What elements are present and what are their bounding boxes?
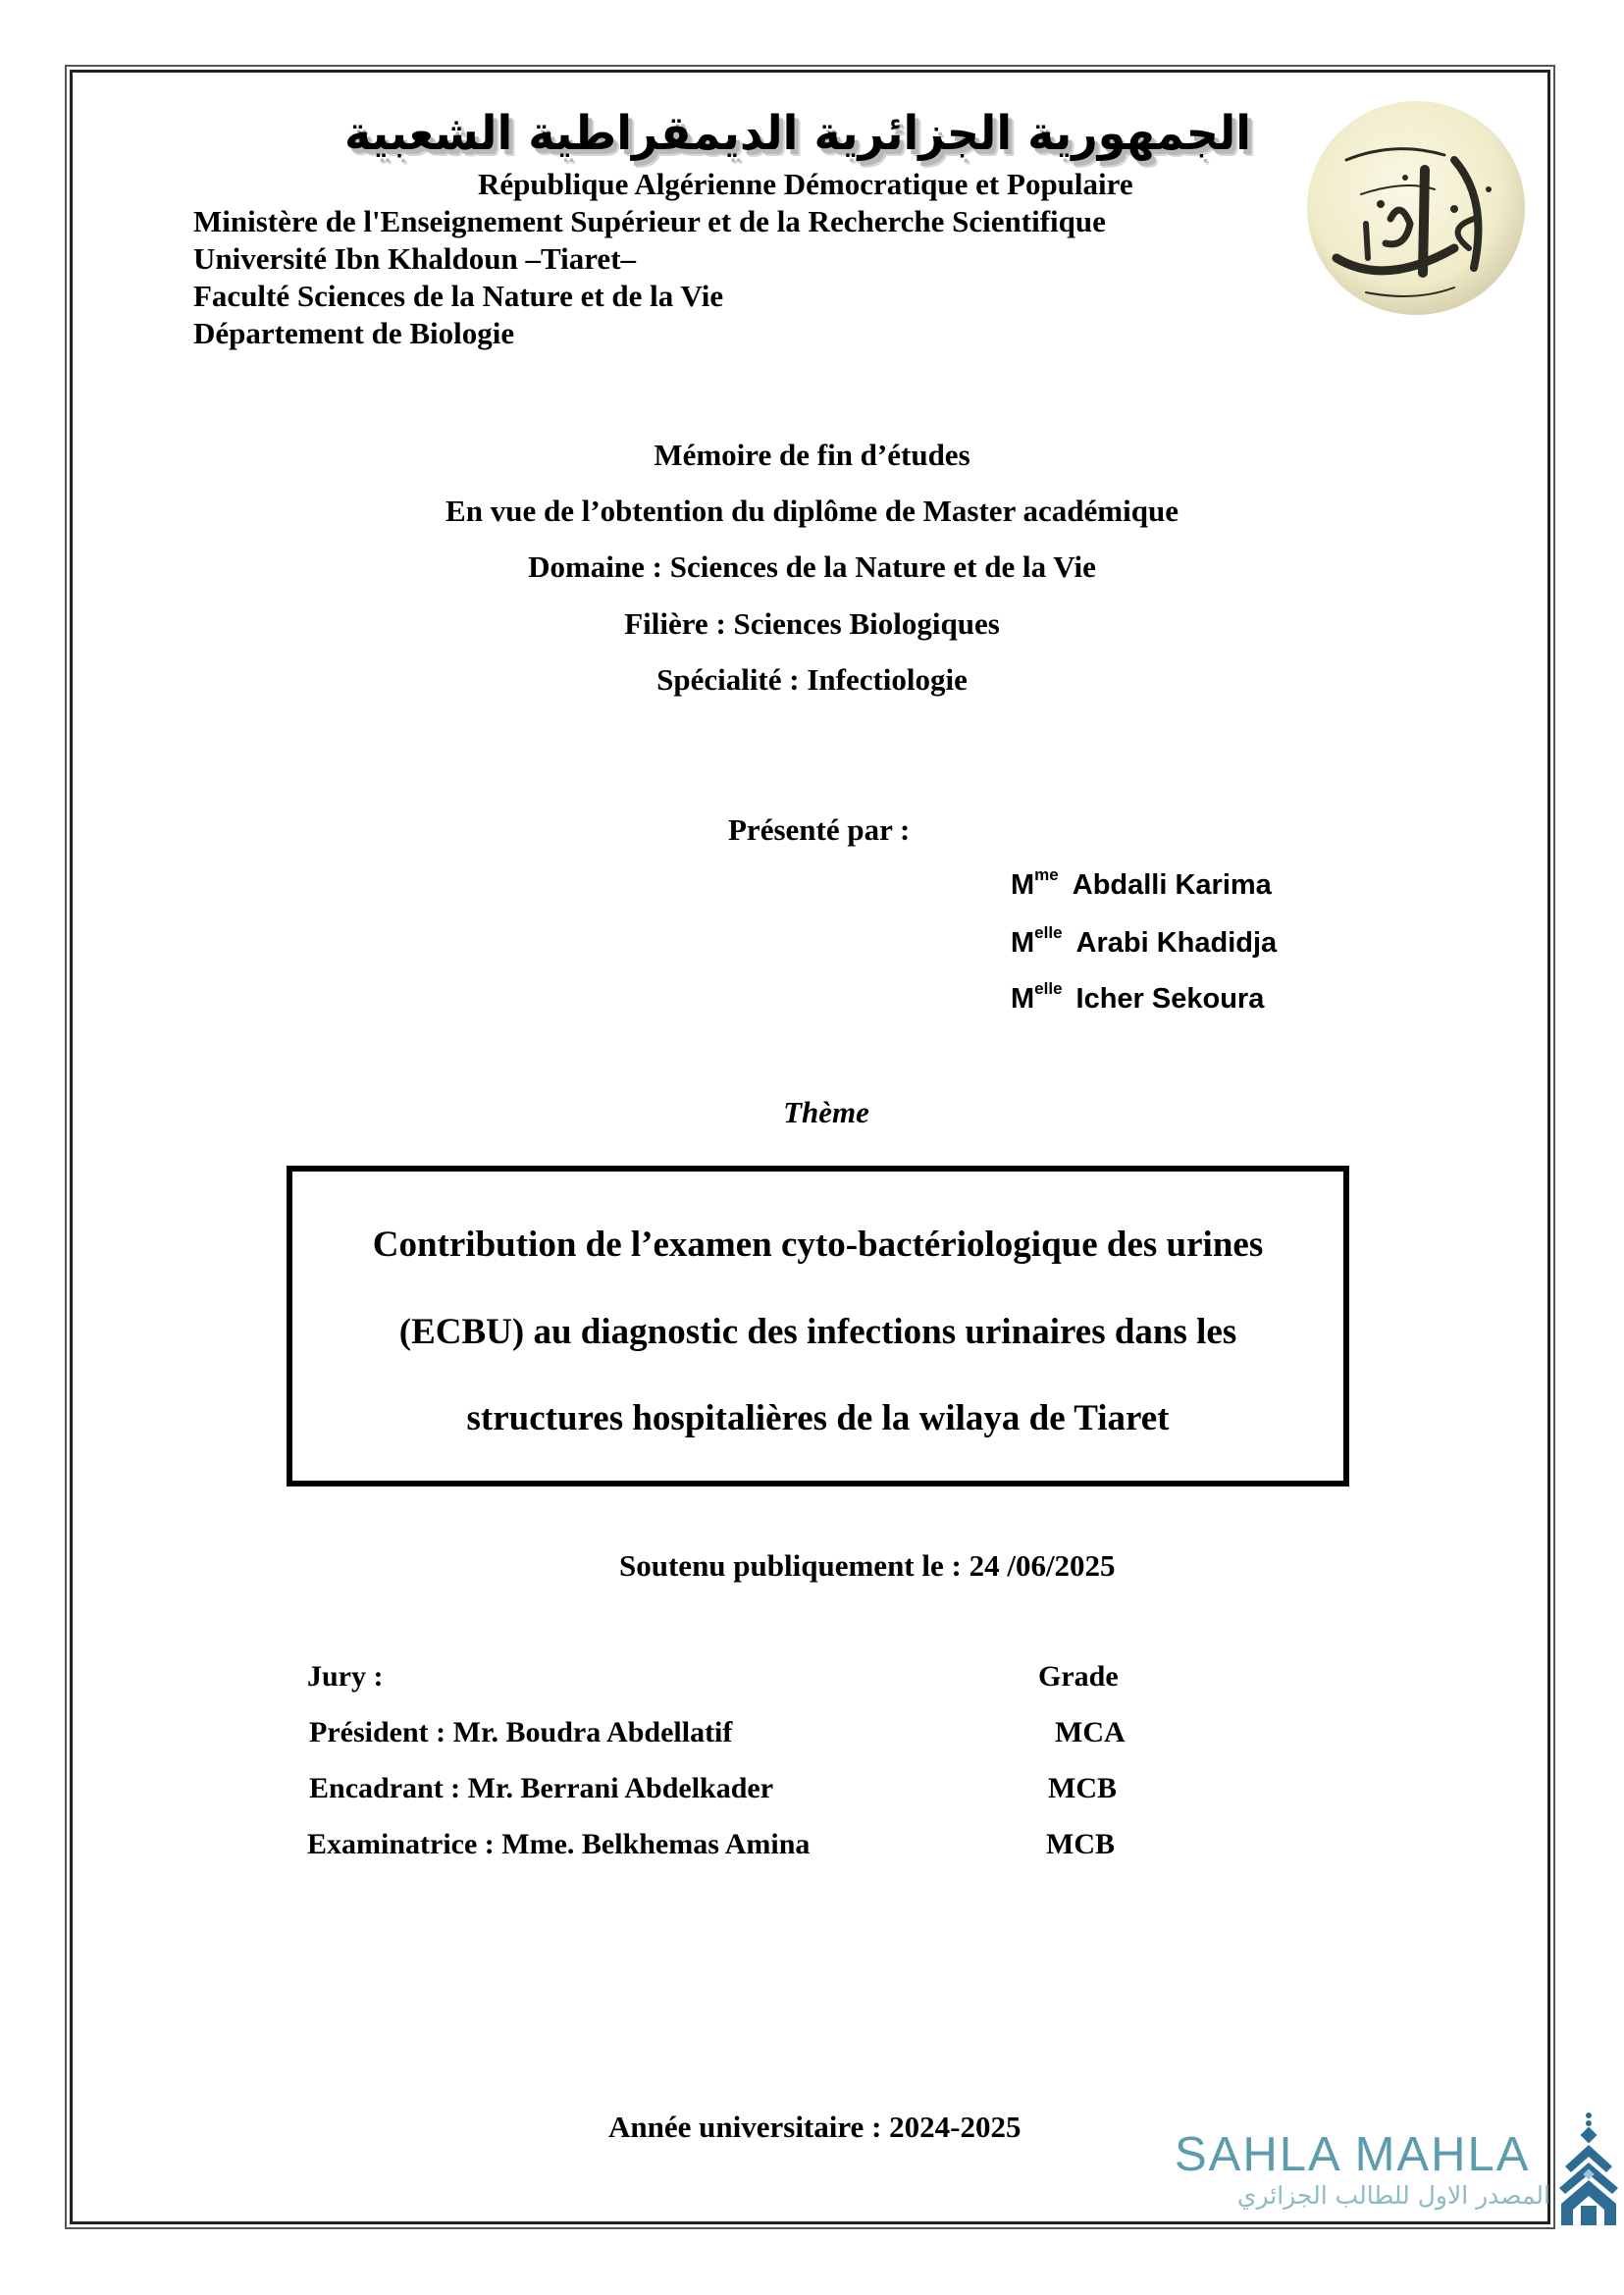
academic-year: Année universitaire : 2024-2025 bbox=[608, 2110, 1022, 2144]
jury-member-examinatrice: Examinatrice : Mme. Belkhemas Amina bbox=[307, 1828, 811, 1860]
theme-title-line-1: Contribution de l’examen cyto-bactériologique des urines bbox=[372, 1225, 1264, 1265]
student-title-suffix: elle bbox=[1034, 923, 1063, 942]
student-1 bbox=[1011, 865, 1272, 902]
jury-grade-encadrant: MCB bbox=[1048, 1772, 1117, 1804]
university-seal-icon bbox=[1307, 101, 1525, 315]
memoire-specialite: Spécialité : Infectiologie bbox=[656, 662, 968, 697]
jury-grade-examinatrice: MCB bbox=[1046, 1828, 1115, 1860]
student-3 bbox=[1011, 979, 1265, 1016]
student-title: M bbox=[1011, 927, 1035, 959]
republic-name: République Algérienne Démocratique et Populaire bbox=[478, 167, 1133, 201]
student-title: M bbox=[1011, 869, 1035, 901]
memoire-type: Mémoire de fin d’études bbox=[654, 438, 970, 472]
theme-label: Thème bbox=[783, 1095, 869, 1129]
jury-header-grade: Grade bbox=[1038, 1660, 1119, 1693]
theme-title-line-3: structures hospitalières de la wilaya de Tiaret bbox=[466, 1398, 1170, 1438]
theme-title-box bbox=[287, 1166, 1349, 1487]
department-name: Département de Biologie bbox=[193, 316, 515, 350]
memoire-filiere: Filière : Sciences Biologiques bbox=[624, 606, 1000, 641]
theme-title-line-2: (ECBU) au diagnostic des infections urinaires dans les bbox=[398, 1312, 1237, 1352]
jury-member-president: Président : Mr. Boudra Abdellatif bbox=[309, 1716, 733, 1748]
student-2 bbox=[1011, 923, 1278, 960]
student-title-suffix: elle bbox=[1034, 979, 1063, 998]
memoire-domain: Domaine : Sciences de la Nature et de la Vie bbox=[528, 549, 1096, 584]
watermark-brand: SAHLA MAHLA bbox=[1175, 2128, 1531, 2181]
defense-date: Soutenu publiquement le : 24 /06/2025 bbox=[619, 1548, 1116, 1583]
sahla-mahla-logo-icon bbox=[1555, 2110, 1622, 2237]
jury-grade-president: MCA bbox=[1055, 1716, 1126, 1748]
presented-by-label: Présenté par : bbox=[728, 812, 911, 847]
university-name: Université Ibn Khaldoun –Tiaret– bbox=[193, 241, 637, 276]
arabic-republic-title: الجمهورية الجزائرية الديمقراطية الشعبية bbox=[343, 104, 1251, 161]
memoire-purpose: En vue de l’obtention du diplôme de Master académique bbox=[445, 494, 1179, 528]
jury-header-label: Jury : bbox=[307, 1660, 384, 1693]
faculty-name: Faculté Sciences de la Nature et de la Vie bbox=[193, 279, 724, 313]
student-name: Arabi Khadidja bbox=[1075, 927, 1278, 959]
student-name: Icher Sekoura bbox=[1075, 983, 1265, 1015]
jury-member-encadrant: Encadrant : Mr. Berrani Abdelkader bbox=[309, 1772, 774, 1804]
student-title-suffix: me bbox=[1034, 865, 1059, 884]
page-border-inner bbox=[70, 70, 1550, 2224]
student-title: M bbox=[1011, 983, 1035, 1015]
student-name: Abdalli Karima bbox=[1072, 869, 1272, 901]
ministry-name: Ministère de l'Enseignement Supérieur et de la Recherche Scientifique bbox=[193, 204, 1106, 238]
watermark-tagline: المصدر الاول للطالب الجزائري bbox=[1236, 2181, 1550, 2210]
